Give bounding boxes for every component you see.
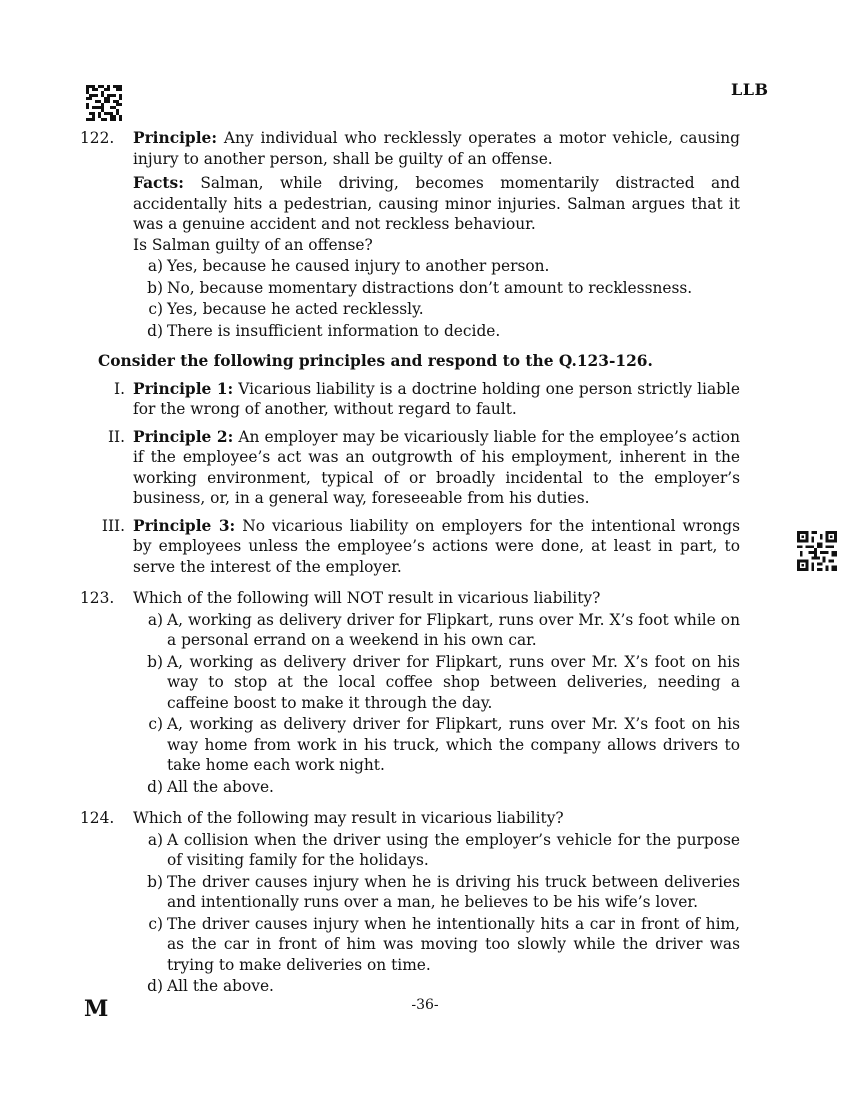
principle-number: III. — [101, 516, 125, 535]
question-text: Which of the following may result in vicarious liability? — [133, 809, 564, 827]
option-d: d) All the above. — [147, 977, 274, 995]
principle-text: No vicarious liability on employers for the intentional wrongs by employees unless the employee’s actions were done, at least in part, to serve the interest of the employer. — [133, 516, 740, 576]
page-content — [80, 128, 740, 997]
principle-3 — [80, 516, 740, 578]
principle-label: Principle: — [133, 129, 218, 147]
principle-text: Any individual who recklessly operates a motor vehicle, causing injury to another person, shall be guilty of an offense. — [133, 129, 740, 168]
principle-label: Principle 2: — [133, 427, 234, 446]
principle-label: Principle 1: — [133, 379, 234, 398]
principle-paragraph — [133, 128, 740, 169]
option-b: b) No, because momentary distractions don’t amount to recklessness. — [147, 278, 693, 297]
option-d: d) All the above. — [147, 777, 274, 796]
option-a: a) A collision when the driver using the employer’s vehicle for the purpose of visiting family for the holidays. — [147, 830, 740, 869]
question-123 — [80, 588, 740, 797]
principle-text: An employer may be vicariously liable for the employee’s action if the employee’s act was an outgrowth of his employment, inherent in the working environment, typical of or broadly incidental to the employer’s business, or, in a general way, foreseeable from his duties. — [133, 427, 740, 507]
question-text: Which of the following will NOT result in vicarious liability? — [133, 589, 601, 607]
option-c: c) A, working as delivery driver for Flipkart, runs over Mr. X’s foot on his way home from work in his truck, which the company allows drivers to take home each work night. — [148, 715, 740, 774]
principle-number: II. — [107, 427, 125, 446]
question-number: 122. — [80, 129, 115, 147]
question-text: Is Salman guilty of an offense? — [133, 235, 373, 254]
option-b: b) A, working as delivery driver for Flipkart, runs over Mr. X’s foot on his way to stop at the local coffee shop between deliveries, needing a caffeine boost to make it through the day. — [147, 652, 740, 712]
facts-label: Facts: — [133, 174, 184, 192]
principle-1 — [80, 379, 740, 420]
facts-paragraph — [133, 173, 740, 235]
principle-2 — [80, 427, 740, 509]
option-c: c) The driver causes injury when he intentionally hits a car in front of him, as the car in front of him was moving too slowly while the driver was trying to make deliveries on time. — [148, 914, 740, 974]
qr-code-side-icon — [797, 531, 837, 571]
question-number: 124. — [80, 809, 115, 827]
qr-code-top-icon — [86, 85, 122, 121]
paper-code: LLB — [731, 80, 769, 99]
question-122 — [80, 128, 740, 341]
option-c: c) Yes, because he acted recklessly. — [148, 300, 424, 318]
page-number: -36- — [411, 997, 439, 1013]
option-d: d) There is insufficient information to decide. — [147, 321, 501, 340]
section-heading: Consider the following principles and respond to the Q.123-126. — [98, 352, 653, 370]
principle-label: Principle 3: — [133, 516, 236, 535]
facts-text: Salman, while driving, becomes momentarily distracted and accidentally hits a pedestrian, causing minor injuries. Salman argues that it was a genuine accident and not reckless behaviour. — [133, 174, 740, 233]
option-b: b) The driver causes injury when he is driving his truck between deliveries and intentionally runs over a man, he believes to be his wife’s lover. — [147, 872, 740, 911]
question-number: 123. — [80, 589, 115, 607]
option-a: a) A, working as delivery driver for Flipkart, runs over Mr. X’s foot while on a personal errand on a weekend in his own car. — [147, 610, 740, 649]
principle-number: I. — [114, 379, 125, 398]
option-a: a) Yes, because he caused injury to another person. — [147, 257, 550, 275]
principle-text: Vicarious liability is a doctrine holding one person strictly liable for the wrong of another, without regard to fault. — [133, 379, 740, 418]
booklet-series-mark: M — [84, 996, 109, 1022]
question-124 — [80, 808, 740, 997]
